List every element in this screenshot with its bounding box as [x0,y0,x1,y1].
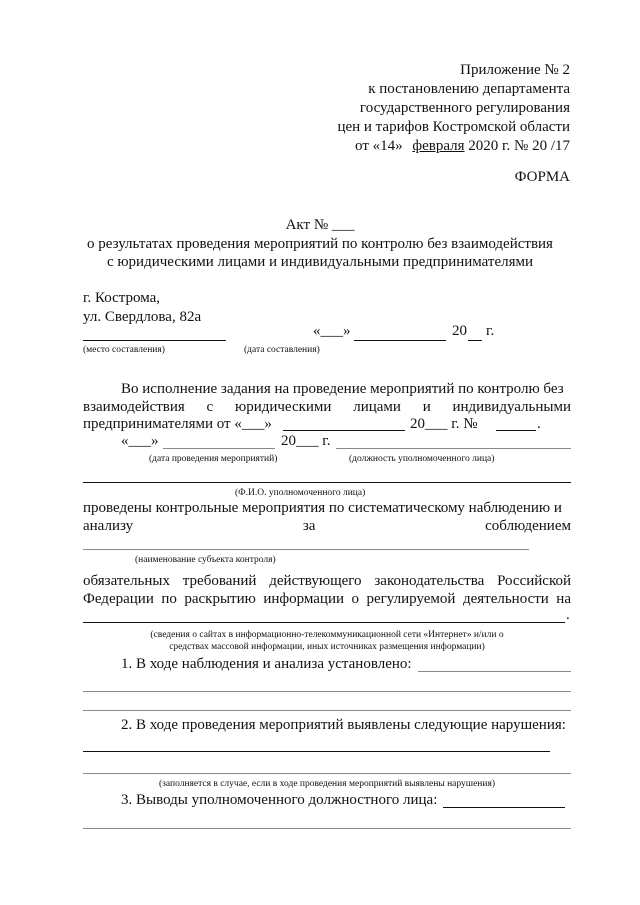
p1-line-3-a: предпринимателями от «___» [83,416,272,432]
p1-line-2: взаимодействия с юридическими лицами и индивидуальными [83,399,571,415]
sites-line[interactable] [83,622,565,623]
subject-line[interactable] [83,549,529,550]
item-2-text: 2. В ходе проведения мероприятий выявлены следующие нарушения: [121,717,566,733]
place-city: г. Кострома, [83,290,160,306]
appendix-line-3: государственного регулирования [359,100,570,116]
item-1-inline-line[interactable] [418,671,571,672]
p1-line-3-b: 20___ г. № [410,416,478,432]
caption-event-date: (дата проведения мероприятий) [149,454,278,464]
caption-place: (место составления) [83,345,165,355]
caption-sites-2: средствах массовой информации, иных источниках размещения информации) [169,642,485,652]
decree-number: 2020 г. № 20 /17 [468,138,570,154]
compose-date-day: «___» [313,323,351,339]
compose-date-month-line[interactable] [354,340,446,341]
compose-date-year: 20 [452,323,467,339]
caption-sites-1: (сведения о сайтах в информационно-телекоммуникационной сети «Интернет» и/или о [150,630,504,640]
p2-line-1: проведены контрольные мероприятия по систематическому наблюдению и [83,500,562,516]
position-line[interactable] [336,448,571,449]
item-3-inline-line[interactable] [443,807,565,808]
act-title: Акт № ___ [285,217,355,233]
caption-date: (дата составления) [244,345,320,355]
place-street: ул. Свердлова, 82а [83,309,202,325]
item-2-line-2[interactable] [83,773,571,774]
act-subtitle-2: с юридическими лицами и индивидуальными предпринимателями [106,254,534,270]
appendix-line-4: цен и тарифов Костромской области [337,119,570,135]
compose-date-year-line[interactable] [468,340,482,341]
item-1-text: 1. В ходе наблюдения и анализа установлено: [121,656,412,672]
caption-position: (должность уполномоченного лица) [349,454,495,464]
p1-line-1: Во исполнение задания на проведение мероприятий по контролю без [121,381,564,397]
event-date-month-line[interactable] [163,448,275,449]
item-3-line-2[interactable] [83,828,571,829]
item-1-line-2[interactable] [83,691,571,692]
act-subtitle-1: о результатах проведения мероприятий по контролю без взаимодействия [87,236,553,252]
appendix-line-2: к постановлению департамента [368,81,570,97]
p3-line-1: обязательных требований действующего законодательства Российской [83,573,571,589]
event-date-year: 20___ г. [281,433,331,449]
appendix-line-5 [355,138,570,155]
appendix-number: Приложение № 2 [460,62,570,78]
event-date-day: «___» [121,433,159,449]
caption-violations: (заполняется в случае, если в ходе проведения мероприятий выявлены нарушения) [159,779,495,789]
item-2-line-1[interactable] [83,751,550,752]
compose-date-year-suffix: г. [486,323,495,339]
item-3-text: 3. Выводы уполномоченного должностного лица: [121,792,438,808]
caption-fio: (Ф.И.О. уполномоченного лица) [235,488,366,498]
task-number-line[interactable] [496,430,536,431]
decree-date-prefix: от «14» [355,138,403,154]
decree-month: февраля [412,138,465,154]
item-1-line-3[interactable] [83,710,571,711]
p3-line-2: Федерации по раскрытию информации о регулируемой деятельности на [83,591,571,607]
p2-line-2: анализу за соблюдением [83,518,571,534]
period: . [537,416,541,432]
caption-subject: (наименование субъекта контроля) [135,555,276,565]
form-label: ФОРМА [514,169,570,185]
fio-line[interactable] [83,482,571,483]
period-2: . [566,607,570,623]
task-date-month-line[interactable] [283,430,405,431]
place-line[interactable] [83,340,226,341]
